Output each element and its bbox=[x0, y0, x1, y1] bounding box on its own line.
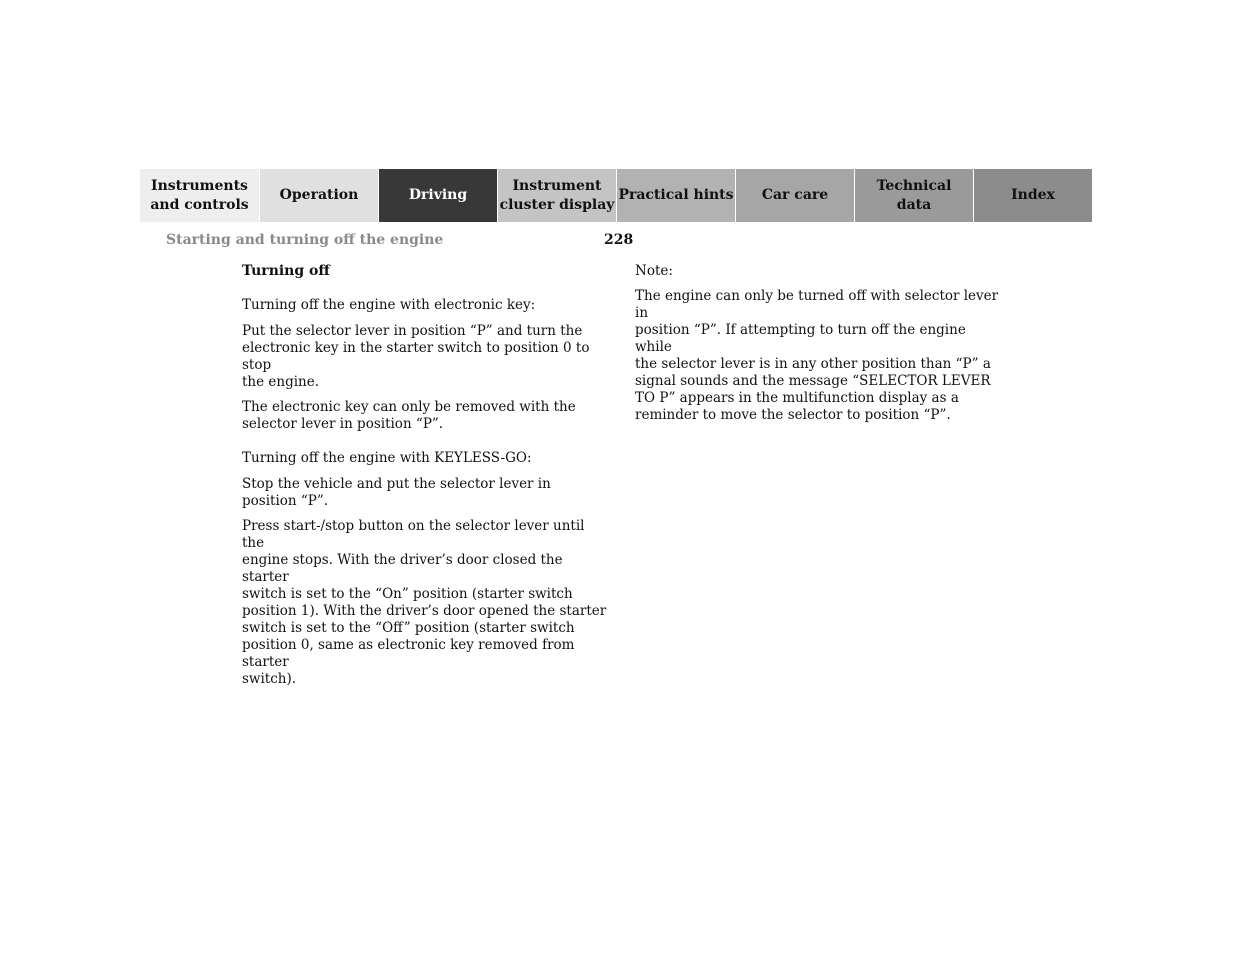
tab-driving[interactable]: Driving bbox=[378, 169, 497, 222]
section-heading: Turning off bbox=[242, 263, 330, 279]
subheading-electronic-key: Turning off the engine with electronic key: bbox=[242, 297, 536, 313]
tab-technical-data[interactable]: Technical data bbox=[854, 169, 973, 222]
tab-index[interactable]: Index bbox=[973, 169, 1092, 222]
tab-operation[interactable]: Operation bbox=[259, 169, 378, 222]
note-text: The engine can only be turned off with selector lever in position “P”. If attempting to turn off the engine while the selector lever is in any other position than “P” a signal sounds and the message “SELECTOR LEVER TO P” appears in the multifunction display as a reminder to move the selector to position “P”. bbox=[635, 288, 999, 423]
note-label: Note: bbox=[635, 263, 673, 279]
paragraph-key-removal: The electronic key can only be removed with the selector lever in position “P”. bbox=[242, 399, 576, 432]
tab-instruments-and-controls[interactable]: Instruments and controls bbox=[140, 169, 259, 222]
tab-practical-hints[interactable]: Practical hints bbox=[616, 169, 735, 222]
page-number: 228 bbox=[604, 232, 634, 248]
tab-instrument-cluster-display[interactable]: Instrument cluster display bbox=[497, 169, 616, 222]
paragraph-key-stop: Put the selector lever in position “P” and turn the electronic key in the starter switch to position 0 to stop the engine. bbox=[242, 323, 590, 390]
paragraph-keyless-stop-vehicle: Stop the vehicle and put the selector lever in position “P”. bbox=[242, 476, 551, 509]
section-title: Starting and turning off the engine bbox=[166, 232, 444, 248]
right-column bbox=[635, 263, 1000, 424]
paragraph-keyless-start-stop-button: Press start-/stop button on the selector lever until the engine stops. With the driver’s door closed the starter switch is set to the “On” position (starter switch position 1). With the driver’s door opened the starter switch is set to the “Off” position (starter switch position 0, same as electronic key removed from starter switch). bbox=[242, 518, 607, 687]
chapter-tab-bar bbox=[140, 169, 1095, 222]
subheading-keyless-go: Turning off the engine with KEYLESS-GO: bbox=[242, 450, 532, 466]
left-column bbox=[242, 263, 607, 688]
tab-car-care[interactable]: Car care bbox=[735, 169, 854, 222]
